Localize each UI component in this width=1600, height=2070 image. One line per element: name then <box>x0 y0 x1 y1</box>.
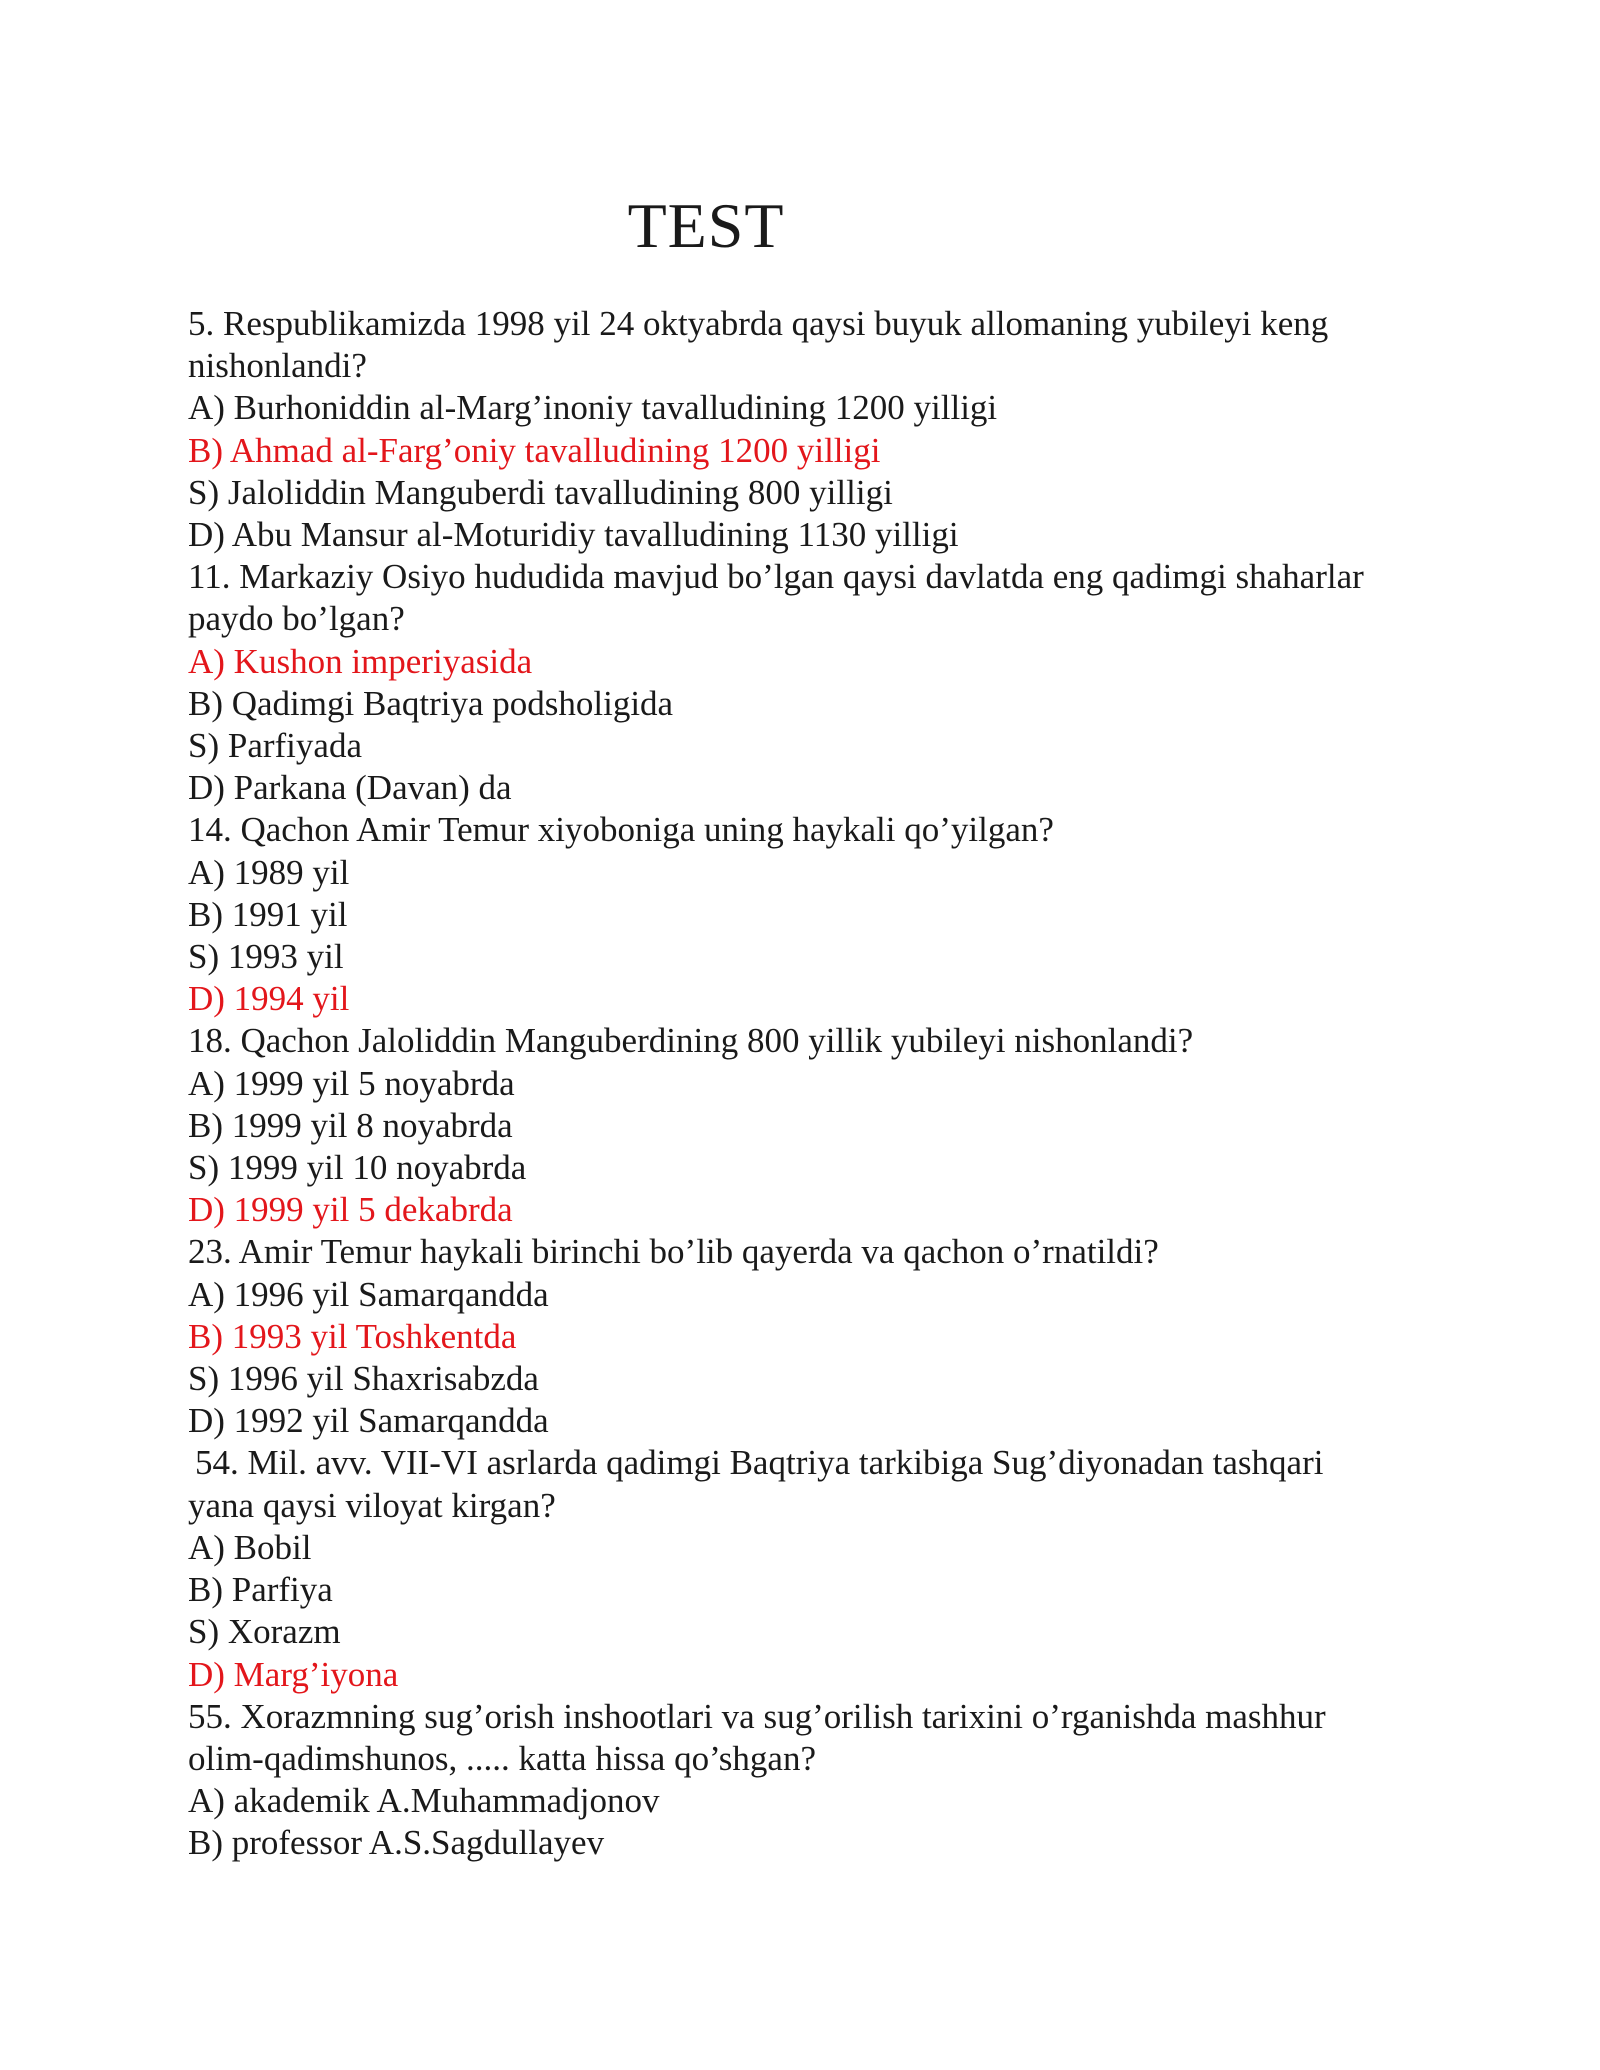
question-block <box>188 303 1448 556</box>
answer-option: B) professor A.S.Sagdullayev <box>188 1823 605 1863</box>
answer-option: D) Abu Mansur al-Moturidiy tavalludining 1130 yilligi <box>188 515 959 555</box>
question-text: 14. Qachon Amir Temur xiyoboniga uning haykali qo’yilgan? <box>188 810 1054 850</box>
answer-option: A) 1999 yil 5 noyabrda <box>188 1063 515 1103</box>
answer-option: D) Parkana (Davan) da <box>188 768 512 808</box>
answer-option: S) 1999 yil 10 noyabrda <box>188 1148 527 1188</box>
correct-answer-option: D) 1999 yil 5 dekabrda <box>188 1190 513 1230</box>
question-text: 18. Qachon Jaloliddin Manguberdining 800 yillik yubileyi nishonlandi? <box>188 1021 1194 1061</box>
correct-answer-option: D) 1994 yil <box>188 979 350 1019</box>
answer-option: A) Burhoniddin al-Marg’inoniy tavalludining 1200 yilligi <box>188 388 998 428</box>
question-block <box>188 1020 1448 1231</box>
question-list <box>188 303 1448 1865</box>
question-text: 5. Respublikamizda 1998 yil 24 oktyabrda qaysi buyuk allomaning yubileyi keng <box>188 304 1329 343</box>
correct-answer-option: A) Kushon imperiyasida <box>188 641 533 681</box>
question-text: 23. Amir Temur haykali birinchi bo’lib qayerda va qachon o’rnatildi? <box>188 1232 1159 1272</box>
question-text: nishonlandi? <box>188 346 367 386</box>
question-text: yana qaysi viloyat kirgan? <box>188 1485 556 1525</box>
answer-option: A) akademik A.Muhammadjonov <box>188 1781 660 1821</box>
answer-option: A) Bobil <box>188 1527 312 1567</box>
correct-answer-option: B) Ahmad al-Farg’oniy tavalludining 1200 yilligi <box>188 430 881 470</box>
question-block <box>188 1696 1448 1865</box>
correct-answer-option: B) 1993 yil Toshkentda <box>188 1316 517 1356</box>
question-text: paydo bo’lgan? <box>188 599 405 639</box>
answer-option: B) Qadimgi Baqtriya podsholigida <box>188 683 674 723</box>
answer-option: S) Parfiyada <box>188 726 362 766</box>
answer-option: A) 1989 yil <box>188 852 350 892</box>
answer-option: D) 1992 yil Samarqandda <box>188 1401 549 1441</box>
question-text: 54. Mil. avv. VII-VI asrlarda qadimgi Baqtriya tarkibiga Sug’diyonadan tashqari <box>195 1443 1324 1483</box>
question-text: 55. Xorazmning sug’orish inshootlari va sug’orilish tarixini o’rganishda mashhur <box>188 1696 1326 1736</box>
answer-option: S) 1993 yil <box>188 937 344 977</box>
answer-option: S) Jaloliddin Manguberdi tavalludining 800 yilligi <box>188 472 893 512</box>
question-block <box>188 809 1448 1020</box>
answer-option: S) 1996 yil Shaxrisabzda <box>188 1359 539 1399</box>
answer-option: B) Parfiya <box>188 1570 333 1610</box>
question-text: olim-qadimshunos, ..... katta hissa qo’shgan? <box>188 1738 816 1778</box>
question-text: 11. Markaziy Osiyo hududida mavjud bo’lgan qaysi davlatda eng qadimgi shaharlar <box>188 557 1364 597</box>
document-title: TEST <box>627 190 785 261</box>
answer-option: B) 1991 yil <box>188 894 348 934</box>
correct-answer-option: D) Marg’iyona <box>188 1654 399 1694</box>
answer-option: A) 1996 yil Samarqandda <box>188 1274 549 1314</box>
question-block <box>188 1231 1448 1442</box>
question-block <box>188 556 1448 809</box>
answer-option: S) Xorazm <box>188 1612 341 1652</box>
question-block <box>188 1442 1448 1695</box>
answer-option: B) 1999 yil 8 noyabrda <box>188 1105 513 1145</box>
